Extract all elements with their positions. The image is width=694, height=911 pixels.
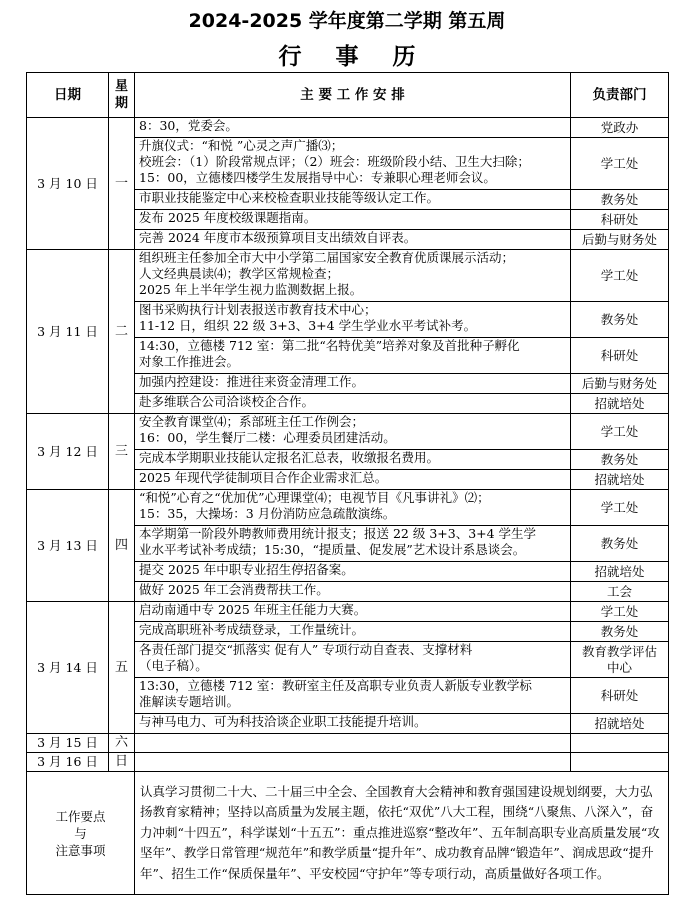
date-cell: 3 月 10 日 (27, 118, 109, 250)
department-cell: 招就培处 (571, 470, 669, 490)
date-cell: 3 月 14 日 (27, 602, 109, 734)
schedule-row (27, 414, 669, 450)
task-cell (135, 602, 571, 622)
task-cell (135, 338, 571, 374)
task-line: 16：00，学生餐厅二楼：心理委员团建活动。 (139, 430, 396, 445)
department-cell: 招就培处 (571, 394, 669, 414)
department-cell: 后勤与财务处 (571, 230, 669, 250)
weekday-column-header: 星期 (109, 73, 135, 118)
schedule-row (27, 118, 669, 138)
department-cell: 教务处 (571, 526, 669, 562)
task-line: 启动南通中专 2025 年班主任能力大赛。 (139, 602, 367, 617)
task-line: 安全教育课堂⑷；系部班主任工作例会； (139, 414, 365, 429)
task-line: 图书采购执行计划表报送市教育技术中心； (139, 302, 377, 317)
task-cell (135, 526, 571, 562)
date-cell: 3 月 16 日 (27, 753, 109, 772)
task-cell (135, 414, 571, 450)
task-cell (135, 490, 571, 526)
task-line: 完善 2024 年度市本级预算项目支出绩效自评表。 (139, 230, 417, 245)
date-column-header: 日期 (27, 73, 109, 118)
schedule-row (27, 250, 669, 302)
task-cell (135, 622, 571, 642)
tasks-column-header: 主 要 工 作 安 排 (135, 73, 571, 118)
task-cell (135, 714, 571, 734)
task-line: 人文经典晨读⑷；教学区常规检查； (139, 266, 340, 281)
weekday-cell: 五 (109, 602, 135, 734)
task-cell (135, 394, 571, 414)
task-cell (135, 753, 571, 772)
task-cell (135, 138, 571, 190)
weekday-cell: 三 (109, 414, 135, 490)
task-line: 15：00，立德楼四楼学生发展指导中心：专兼职心理老师会议。 (139, 170, 496, 185)
task-line: 完成本学期职业技能认定报名汇总表，收缴报名费用。 (139, 450, 440, 465)
schedule-body (27, 118, 669, 772)
notes-label (27, 772, 135, 895)
task-line: 本学期第一阶段外聘教师费用统计报支；报送 22 级 3+3、3+4 学生学 (139, 526, 537, 541)
task-line: 准解读专题培训。 (139, 694, 240, 709)
date-cell: 3 月 15 日 (27, 734, 109, 753)
task-cell (135, 734, 571, 753)
task-line: 组织班主任参加全市大中小学第二届国家安全教育优质课展示活动； (139, 250, 515, 265)
department-cell: 教育教学评估中心 (571, 642, 669, 678)
task-line: （电子稿）。 (139, 658, 208, 673)
task-cell (135, 450, 571, 470)
department-cell (571, 734, 669, 753)
task-cell (135, 470, 571, 490)
date-cell: 3 月 11 日 (27, 250, 109, 414)
task-cell (135, 582, 571, 602)
weekday-cell: 一 (109, 118, 135, 250)
task-line: 与神马电力、可为科技洽谈企业职工技能提升培训。 (139, 714, 427, 729)
task-line: 加强内控建设：推进往来资金清理工作。 (139, 374, 365, 389)
department-cell: 后勤与财务处 (571, 374, 669, 394)
task-cell (135, 678, 571, 714)
notes-label-line: 工作要点 (55, 808, 106, 824)
task-line: 13:30，立德楼 712 室：教研室主任及高职专业负责人新版专业教学标 (139, 678, 532, 693)
task-cell (135, 118, 571, 138)
task-line: 校班会：（1）阶段常规点评；（2）班会：班级阶段小结、卫生大扫除； (139, 154, 530, 169)
task-line: 14:30，立德楼 712 室：第二批“名特优美”培养对象及首批种子孵化 (139, 338, 520, 353)
department-cell: 学工处 (571, 250, 669, 302)
department-cell: 学工处 (571, 490, 669, 526)
department-cell: 工会 (571, 582, 669, 602)
weekday-cell: 四 (109, 490, 135, 602)
department-cell: 学工处 (571, 602, 669, 622)
task-line: 2025 年上半年学生视力监测数据上报。 (139, 282, 363, 297)
task-line: 11-12 日，组织 22 级 3+3、3+4 学生学业水平考试补考。 (139, 318, 477, 333)
schedule-row (27, 734, 669, 753)
task-cell (135, 250, 571, 302)
schedule-table (26, 72, 669, 895)
dept-column-header: 负责部门 (571, 73, 669, 118)
task-line: 各责任部门提交“抓落实 促有人” 专项行动自查表、支撑材料 (139, 642, 473, 657)
department-cell: 招就培处 (571, 714, 669, 734)
department-cell: 科研处 (571, 678, 669, 714)
department-cell: 党政办 (571, 118, 669, 138)
task-cell (135, 374, 571, 394)
header-row (27, 73, 669, 118)
task-cell (135, 190, 571, 210)
task-line: “和悦”心育之“优加优”心理课堂⑷；电视节目《凡事讲礼》⑵； (139, 490, 490, 505)
notes-label-line: 注意事项 (55, 842, 106, 858)
department-cell: 教务处 (571, 302, 669, 338)
department-cell (571, 753, 669, 772)
weekday-cell: 二 (109, 250, 135, 414)
schedule-row (27, 490, 669, 526)
schedule-row (27, 602, 669, 622)
task-line: 15：35，大操场：3 月份消防应急疏散演练。 (139, 506, 396, 521)
task-line: 做好 2025 年工会消费帮扶工作。 (139, 582, 329, 597)
task-line: 提交 2025 年中职专业招生停招备案。 (139, 562, 354, 577)
task-line: 对象工作推进会。 (139, 354, 240, 369)
task-cell (135, 230, 571, 250)
task-line: 升旗仪式：“和悦 ”心灵之声广播⑶； (139, 138, 344, 153)
task-cell (135, 210, 571, 230)
department-cell: 科研处 (571, 210, 669, 230)
task-cell (135, 562, 571, 582)
task-line: 市职业技能鉴定中心来校检查职业技能等级认定工作。 (139, 190, 440, 205)
department-cell: 教务处 (571, 190, 669, 210)
department-cell: 招就培处 (571, 562, 669, 582)
document-subtitle: 行事历 (278, 44, 450, 70)
department-cell: 学工处 (571, 414, 669, 450)
weekday-cell: 日 (109, 753, 135, 772)
department-cell: 学工处 (571, 138, 669, 190)
notes-text: 认真学习贯彻二十大、二十届三中全会、全国教育大会精神和教育强国建设规划纲要，大力弘扬教育家精神；坚持以高质量为发展主题，依托“双优”八大工程，围绕“八聚焦、八深入”，奋力冲刺“十四五”，科学谋划“十五五”：重点推进巡察“整改年”、五年制高职专业高质量发展“攻坚年”、教学日常管理“规范年”和教学质量“提升年”、成功教育品牌“锻造年”、润成思政“提升年”、招生工作“保质保量年”、平安校园“守护年”等专项行动，高质量做好各项工作。 (135, 772, 669, 895)
date-cell: 3 月 12 日 (27, 414, 109, 490)
task-cell (135, 642, 571, 678)
weekday-cell: 六 (109, 734, 135, 753)
task-line: 发布 2025 年度校级课题指南。 (139, 210, 317, 225)
notes-row (27, 772, 669, 895)
task-line: 业水平考试补考成绩；15:30，“提质量、促发展”艺术设计系恳谈会。 (139, 542, 526, 557)
department-cell: 教务处 (571, 622, 669, 642)
notes-label-line: 与 (74, 825, 87, 841)
task-cell (135, 302, 571, 338)
department-cell: 教务处 (571, 450, 669, 470)
task-line: 8：30，党委会。 (139, 118, 238, 133)
task-line: 完成高职班补考成绩登录，工作量统计。 (139, 622, 365, 637)
department-cell: 科研处 (571, 338, 669, 374)
date-cell: 3 月 13 日 (27, 490, 109, 602)
task-line: 2025 年现代学徒制项目合作企业需求汇总。 (139, 470, 388, 485)
document-title: 2024-2025 学年度第二学期 第五周 (188, 10, 506, 32)
schedule-row (27, 753, 669, 772)
task-line: 赴多维联合公司洽谈校企合作。 (139, 394, 315, 409)
